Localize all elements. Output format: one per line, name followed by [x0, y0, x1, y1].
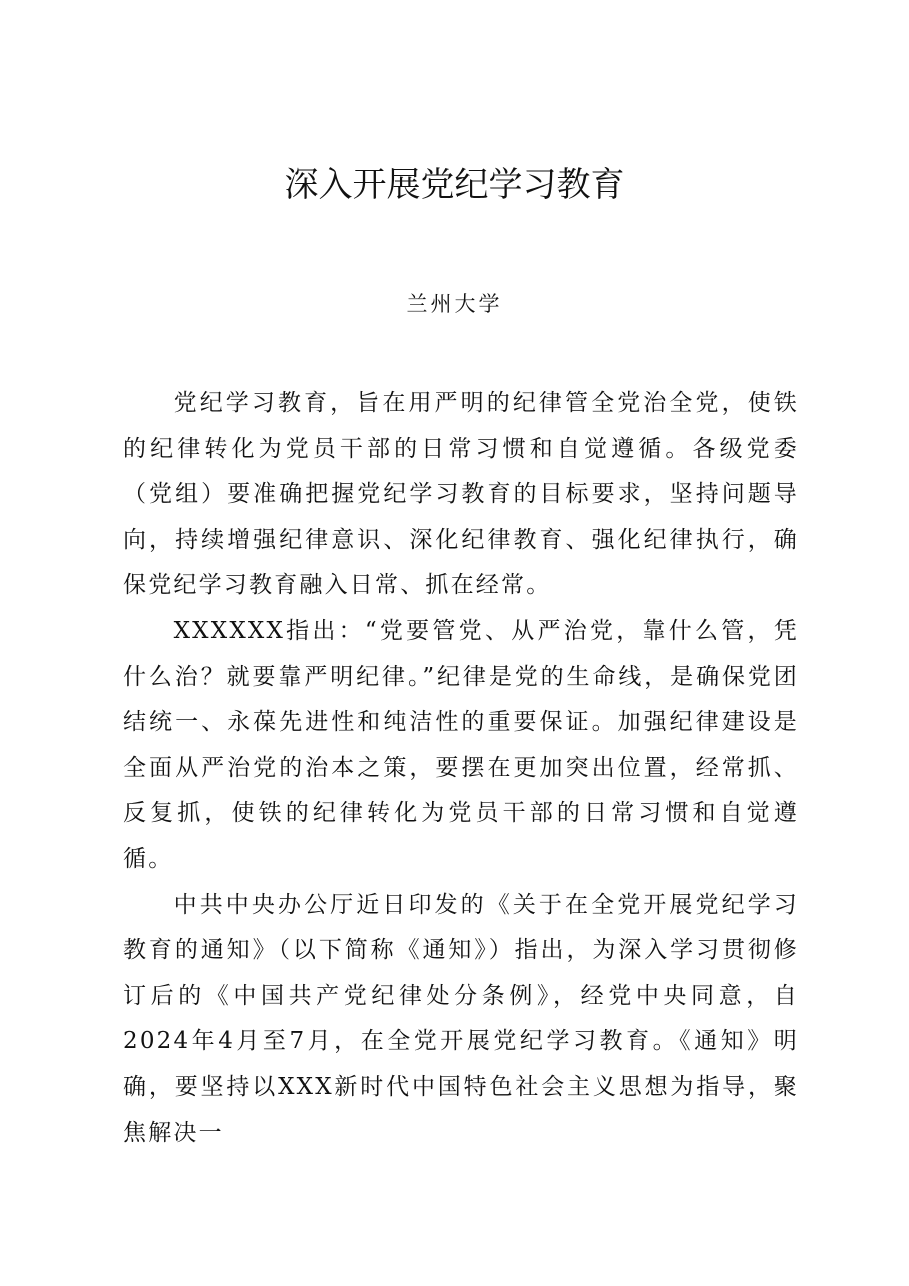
paragraph-3: 中共中央办公厅近日印发的《关于在全党开展党纪学习教育的通知》（以下简称《通知》）指出，为深入学习贯彻修订后的《中国共产党纪律处分条例》，经党中央同意，自2024年4月至7月，在全党开展党纪学习教育。《通知》明确，要坚持以XXX新时代中国特色社会主义思想为指导，聚焦解决一 — [123, 891, 799, 1146]
document-author: 兰州大学 — [406, 292, 503, 316]
paragraph-2: XXXXXX指出：“党要管党、从严治党，靠什么管，凭什么治？就要靠严明纪律。”纪律是党的生命线，是确保党团结统一、永葆先进性和纯洁性的重要保证。加强纪律建设是全面从严治党的治本之策，要摆在更加突出位置，经常抓、反复抓，使铁的纪律转化为党员干部的日常习惯和自觉遵循。 — [123, 617, 799, 872]
document-body — [123, 381, 799, 1156]
paragraph-1: 党纪学习教育，旨在用严明的纪律管全党治全党，使铁的纪律转化为党员干部的日常习惯和自觉遵循。各级党委（党组）要准确把握党纪学习教育的目标要求，坚持问题导向，持续增强纪律意识、深化纪律教育、强化纪律执行，确保党纪学习教育融入日常、抓在经常。 — [123, 390, 799, 599]
document-title: 深入开展党纪学习教育 — [284, 165, 625, 205]
